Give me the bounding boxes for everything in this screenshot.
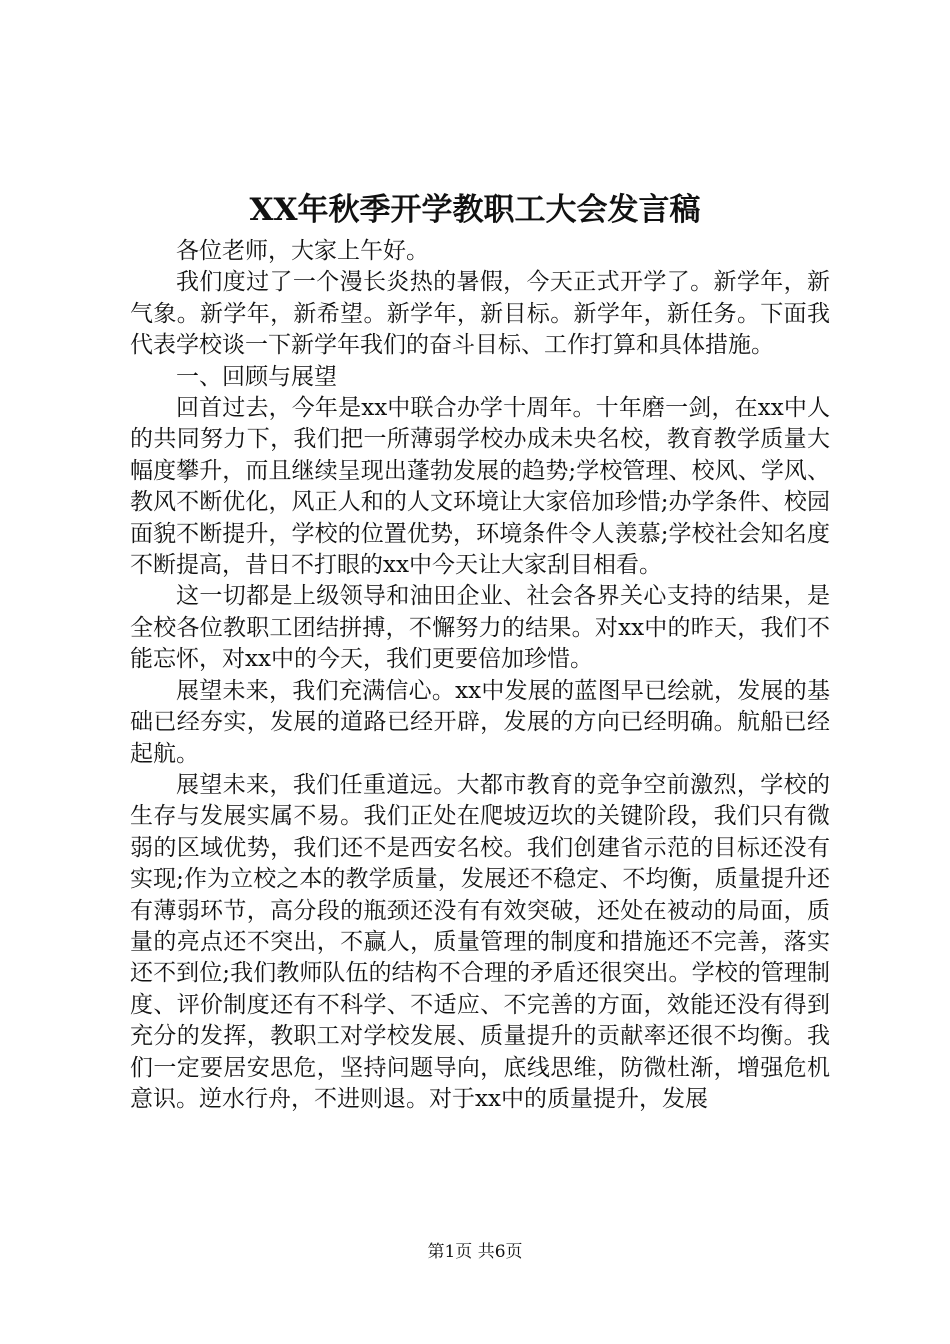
- paragraph-thanks: 这一切都是上级领导和油田企业、社会各界关心支持的结果，是全校各位教职工团结拼搏，不懈努力的结果。对xx中的昨天，我们不能忘怀，对xx中的今天，我们更要倍加珍惜。: [130, 583, 830, 673]
- paragraph-confidence: 展望未来，我们充满信心。xx中发展的蓝图早已绘就，发展的基础已经夯实，发展的道路已经开辟，发展的方向已经明确。航船已经起航。: [130, 677, 830, 767]
- document-title: XX年秋季开学教职工大会发言稿: [249, 192, 701, 228]
- paragraph-challenges: 展望未来，我们任重道远。大都市教育的竞争空前激烈，学校的生存与发展实属不易。我们正处在爬坡迈坎的关键阶段，我们只有微弱的区域优势，我们还不是西安名校。我们创建省示范的目标还没有实现;作为立校之本的教学质量，发展还不稳定、不均衡，质量提升还有薄弱环节，高分段的瓶颈还没有有效突破，还处在被动的局面，质量的亮点还不突出，不赢人，质量管理的制度和措施还不完善，落实还不到位;我们教师队伍的结构不合理的矛盾还很突出。学校的管理制度、评价制度还有不科学、不适应、不完善的方面，效能还没有得到充分的发挥，教职工对学校发展、质量提升的贡献率还很不均衡。我们一定要居安思危，坚持问题导向，底线思维，防微杜渐，增强危机意识。逆水行舟，不进则退。对于xx中的质量提升，发展: [130, 771, 830, 1112]
- paragraph-intro: 我们度过了一个漫长炎热的暑假，今天正式开学了。新学年，新气象。新学年，新希望。新学年，新目标。新学年，新任务。下面我代表学校谈一下新学年我们的奋斗目标、工作打算和具体措施。: [130, 269, 830, 359]
- page-number-footer: 第1页 共6页: [427, 1242, 523, 1262]
- paragraph-review: 回首过去，今年是xx中联合办学十周年。十年磨一剑，在xx中人的共同努力下，我们把一所薄弱学校办成未央名校，教育教学质量大幅度攀升，而且继续呈现出蓬勃发展的趋势;学校管理、校风、学风、教风不断优化，风正人和的人文环境让大家倍加珍惜;办学条件、校园面貌不断提升，学校的位置优势，环境条件令人羡慕;学校社会知名度不断提高，昔日不打眼的xx中今天让大家刮目相看。: [130, 395, 830, 579]
- section-heading-review: 一、回顾与展望: [176, 363, 337, 390]
- document-body: [130, 236, 830, 1115]
- paragraph-greeting: 各位老师，大家上午好。: [176, 238, 429, 264]
